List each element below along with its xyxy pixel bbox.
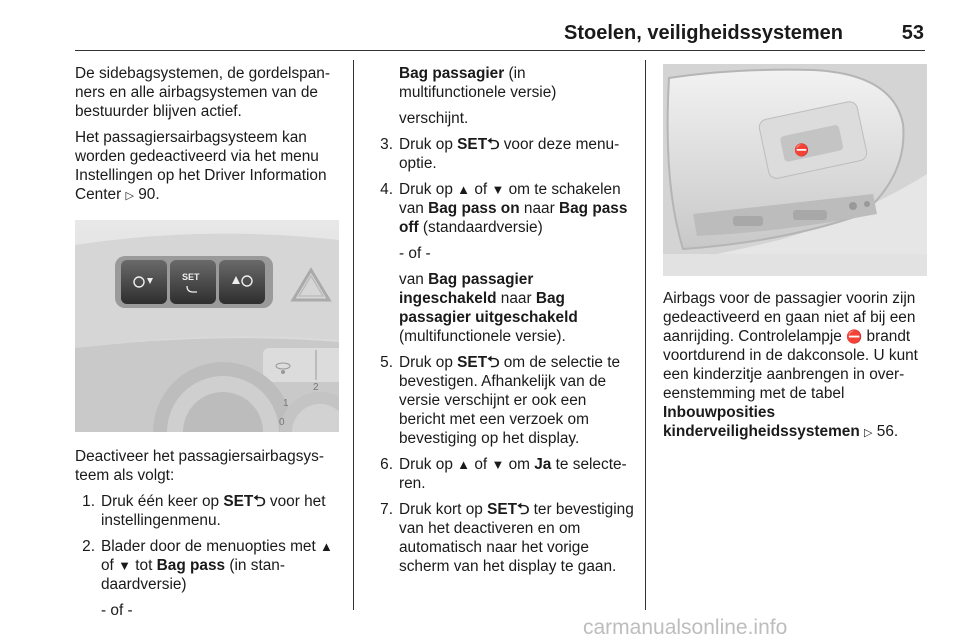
or-separator-2: - of - bbox=[399, 245, 431, 262]
set-button-label: SET bbox=[182, 272, 200, 282]
continuation-bag-passagier: Bag passagier (in multifunctionele versie) bbox=[399, 65, 557, 101]
up-arrow-icon: ▲ bbox=[320, 539, 333, 554]
steps-list-col2 bbox=[373, 135, 635, 237]
figure-dashboard-buttons bbox=[75, 220, 339, 432]
ref-arrow-icon: ▷ bbox=[125, 190, 134, 202]
watermark: carmanualsonline.info bbox=[583, 616, 788, 639]
airbag-off-indicator-icon: ⛔ bbox=[794, 143, 809, 157]
paragraph-deactivate-steps-intro: Deactiveer het passagiersairbagsysteem als volgt: bbox=[75, 448, 324, 484]
link-child-seat-positions[interactable]: Inbouwposities kinderveiligheidssystemen bbox=[663, 404, 860, 440]
roof-console-illustration bbox=[663, 64, 927, 276]
ref-arrow-icon: ▷ bbox=[864, 427, 873, 439]
svg-text:0: 0 bbox=[279, 417, 285, 428]
down-arrow-icon: ▼ bbox=[491, 457, 505, 472]
step-item-1: 1. Druk één keer op SET⮌ voor het instellingenmenu. bbox=[82, 493, 326, 529]
down-arrow-icon: ▼ bbox=[118, 558, 131, 573]
column-1 bbox=[75, 64, 343, 627]
step-item-2: 2. Blader door de menuopties met ▲ of ▼ tot Bag pass (in standaardversie) bbox=[82, 538, 333, 593]
up-arrow-icon: ▲ bbox=[457, 457, 471, 472]
paragraph-airbags-deactivated: Airbags voor de passagier voorin zijn gedeactiveerd en gaan niet af bij een aanrijding. Controlelampje ⛔ brandt voortdurend in de dakconsole. U kunt een kinderzitje aanbrengen in overeenstemming met de tabel Inbouwposities kinderveiligheidssystemen ▷ 56. bbox=[663, 290, 918, 440]
return-icon: ⮌ bbox=[487, 136, 500, 153]
step-item-7: 7. Druk kort op SET⮌ ter bevestiging van het deactiveren en om automatisch naar het vorige scherm van het display te gaan. bbox=[380, 501, 634, 575]
header-rule bbox=[75, 50, 925, 51]
column-divider-1 bbox=[353, 60, 354, 610]
or-separator-1: - of - bbox=[101, 602, 133, 619]
page-number: 53 bbox=[901, 22, 924, 44]
column-divider-2 bbox=[645, 60, 646, 610]
step-item-4: 4. Druk op ▲ of ▼ om te schakelen van Bag pass on naar Bag pass off (standaardversie) bbox=[380, 181, 628, 236]
paragraph-deactivation-menu: Het passagiersairbagsysteem kan worden gedeactiveerd via het menu Instellingen op het Driver Information Center ▷ 90. bbox=[75, 129, 327, 203]
continuation-verschijnt: verschijnt. bbox=[399, 110, 469, 127]
page-header-title: Stoelen, veiligheidssystemen bbox=[564, 22, 843, 44]
return-icon: ⮌ bbox=[517, 501, 530, 518]
up-arrow-icon: ▲ bbox=[457, 182, 471, 197]
step-item-3: 3. Druk op SET⮌ voor deze menuoptie. bbox=[380, 136, 620, 172]
column-2 bbox=[373, 64, 635, 583]
dashboard-buttons-illustration bbox=[75, 220, 339, 432]
figure-roof-console bbox=[663, 64, 927, 276]
column-3 bbox=[663, 64, 925, 450]
svg-text:1: 1 bbox=[283, 398, 289, 409]
down-arrow-icon: ▼ bbox=[491, 182, 505, 197]
alternative-multifunction: van Bag passagier ingeschakeld naar Bag passagier uitgeschakeld (multifunctionele versie). bbox=[399, 271, 578, 345]
svg-text:2: 2 bbox=[313, 382, 319, 393]
paragraph-side-airbags: De sidebagsystemen, de gordelspanners en alle airbagsystemen van de bestuurder blijven actief. bbox=[75, 65, 330, 120]
return-icon: ⮌ bbox=[487, 354, 500, 371]
steps-list-col1 bbox=[75, 492, 343, 594]
steps-list-col2b bbox=[373, 353, 635, 576]
step-item-5: 5. Druk op SET⮌ om de selectie te bevestigen. Afhankelijk van de versie verschijnt er ook een bericht met een verzoek om bevestiging op het display. bbox=[380, 354, 621, 447]
return-icon: ⮌ bbox=[253, 493, 266, 510]
airbag-off-lamp-icon: ⛔ bbox=[846, 329, 863, 344]
step-item-6: 6. Druk op ▲ of ▼ om Ja te selecteren. bbox=[380, 456, 627, 492]
